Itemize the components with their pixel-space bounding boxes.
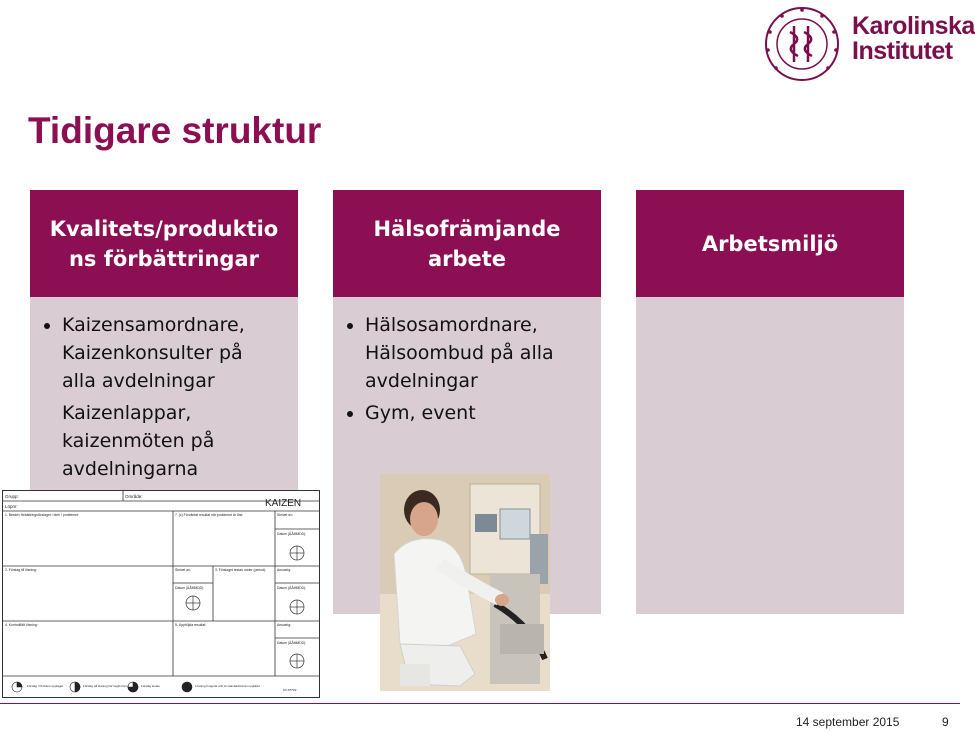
logo-wordmark [852,14,975,64]
kaizen-form-image [2,490,320,698]
bullet-item [62,311,288,395]
form-legend-5: Annan upptäckt [239,684,260,688]
sub-paragraph [62,399,288,483]
bullet-line: Kaizenkonsulter på [62,342,243,364]
form-date-4: Datum (ÅÅMMDD): [277,641,307,645]
form-label-lopnr: Löpnr: [5,504,18,509]
gym-photo [380,474,550,691]
form-signature: KV-87793 [283,688,297,692]
form-cell-5: Skrivet av: [175,568,191,572]
bullet-line: • Gym, event [365,402,476,424]
sub-line: avdelningarna [62,458,199,480]
form-legend-2: Förslag på lösning har tagits fram [83,684,128,688]
form-legend-3: Förslag testas [141,684,160,688]
slide-title: Tidigare struktur [28,110,322,151]
sub-line: kaizenmöten på [62,430,215,452]
column-header [333,190,601,297]
form-heading: KAIZEN [265,498,302,509]
bullet-line: • Kaizensamordnare, [62,314,245,336]
form-legend-1: Förslag / Problem upptaget [27,684,64,688]
bullet-item [365,311,591,395]
header-line: arbete [427,246,507,271]
form-date-3: Datum (ÅÅMMDD): [277,586,307,590]
header-line: Kvalitets/produktio [49,216,279,241]
form-cell-9: 5. Uppföljda resultat: [175,623,207,627]
ki-seal-icon [766,8,838,80]
logo-line-2: Institutet [852,37,953,65]
column-body [333,297,601,427]
column-header [30,190,298,297]
bullet-line: • Hälsosamordnare, [365,314,538,336]
column-work-environment [636,190,904,614]
footer-date: 14 september 2015 [796,715,900,729]
form-cell-8: 4. Kontrollfält Visning: [5,623,38,627]
bullet-line: Hälsoombud på alla [365,342,554,364]
form-cell-3: Skrivet av: [277,513,293,517]
page-number: 9 [942,715,949,729]
form-label-grupp: Grupp: [5,494,19,499]
form-cell-1: 1. Beskriv förbättringsförslaget / idén / problemet: [5,513,79,517]
form-cell-6: 3. Förslaget testas under (period): [215,568,267,572]
column-body [30,297,298,483]
form-date-1: Datum (ÅÅMMDD): [277,532,307,536]
form-date-2: Datum (ÅÅMMDD): [175,586,205,590]
header-line: ns förbättringar [68,246,259,271]
header-line: Arbetsmiljö [701,231,839,256]
form-cell-4: 2. Förslag till lösning: [5,568,37,572]
column-header [636,190,904,297]
form-legend-4: Lösning fungerar och är standard [195,684,240,688]
logo-line-1: Karolinska [852,12,975,40]
form-cell-10: Ansvarig: [277,623,292,627]
bullet-item [365,399,591,427]
form-cell-7: Ansvarig: [277,568,292,572]
sub-line: Kaizenlappar, [62,402,192,424]
header-line: Hälsofrämjande [373,216,561,241]
bullet-line: alla avdelningar [62,370,215,392]
form-label-omrade: Område: [125,494,143,499]
bullet-line: avdelningar [365,370,478,392]
form-cell-2: 7. (c) Förväntat resultat när problemet är löst: [175,513,244,517]
footer-divider [0,703,960,704]
